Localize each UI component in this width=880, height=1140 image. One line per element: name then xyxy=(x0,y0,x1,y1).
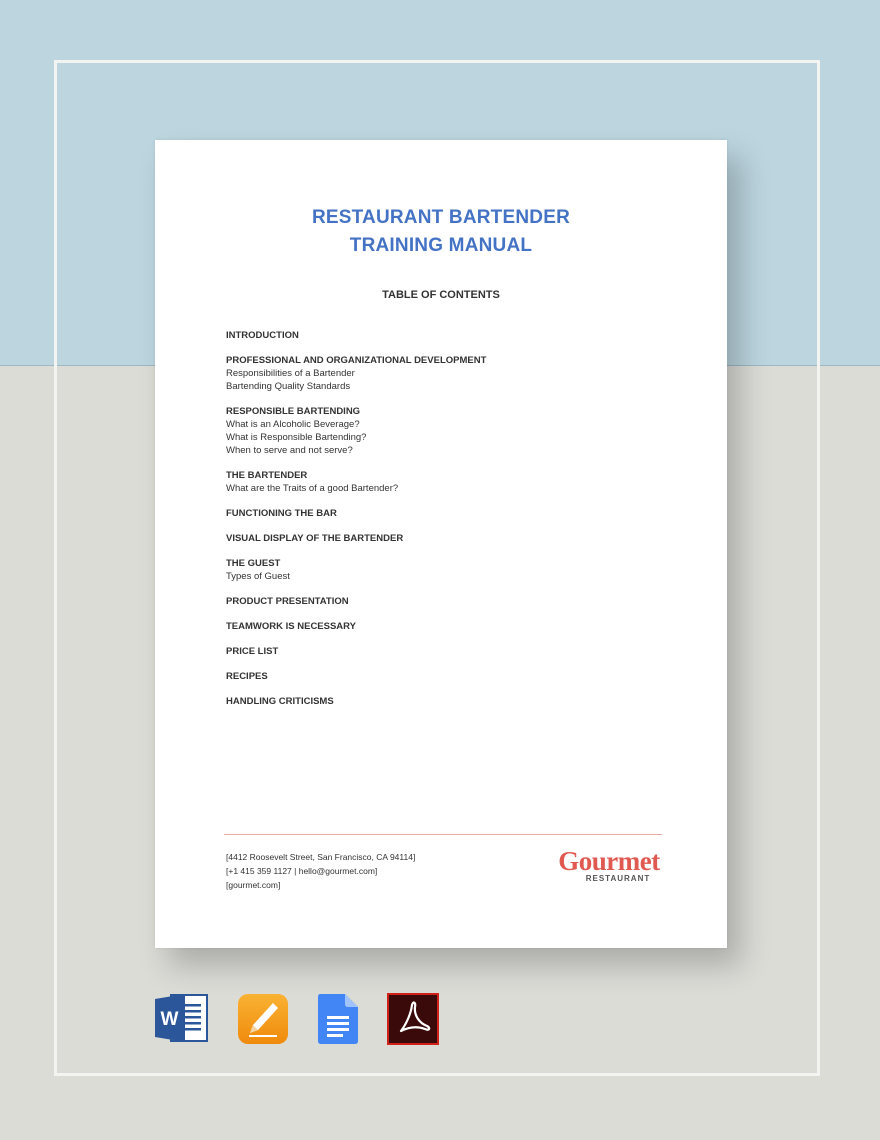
toc-section-heading: TEAMWORK IS NECESSARY xyxy=(226,621,357,632)
toc-section-heading: INTRODUCTION xyxy=(226,330,299,341)
toc-section xyxy=(226,620,646,633)
toc-section-heading: RECIPES xyxy=(226,671,268,682)
toc-section-heading: THE GUEST xyxy=(226,558,281,569)
footer-divider xyxy=(224,834,662,835)
footer-address: [4412 Roosevelt Street, San Francisco, CA 94114] xyxy=(226,852,416,862)
title-line-2: TRAINING MANUAL xyxy=(349,235,533,256)
pages-icon[interactable] xyxy=(237,993,289,1045)
toc-section xyxy=(226,532,646,545)
toc-subitem: Responsibilities of a Bartender xyxy=(226,368,355,379)
toc-section xyxy=(226,354,646,393)
logo-tagline: RESTAURANT xyxy=(585,874,651,883)
toc-section xyxy=(226,670,646,683)
footer-contact xyxy=(226,850,415,892)
toc-section-heading: PRICE LIST xyxy=(226,646,279,657)
toc-section xyxy=(226,557,646,583)
toc-section xyxy=(226,405,646,457)
toc-subitem: What is an Alcoholic Beverage? xyxy=(226,419,360,430)
title-line-1: RESTAURANT BARTENDER xyxy=(311,207,571,228)
toc-subitem: What are the Traits of a good Bartender? xyxy=(226,483,399,494)
footer-contact-line: [+1 415 359 1127 | hello@gourmet.com] xyxy=(226,866,378,876)
document-title xyxy=(155,204,727,260)
toc-subitem: Bartending Quality Standards xyxy=(226,381,351,392)
toc-subitem: What is Responsible Bartending? xyxy=(226,432,367,443)
toc-heading: TABLE OF CONTENTS xyxy=(382,289,500,301)
toc-subitem: Types of Guest xyxy=(226,571,290,582)
pdf-icon[interactable] xyxy=(387,993,439,1045)
toc-section-heading: FUNCTIONING THE BAR xyxy=(226,508,337,519)
table-of-contents xyxy=(226,329,646,720)
toc-section-heading: HANDLING CRITICISMS xyxy=(226,696,334,707)
footer-website: [gourmet.com] xyxy=(226,880,281,890)
toc-section xyxy=(226,507,646,520)
toc-section-heading: VISUAL DISPLAY OF THE BARTENDER xyxy=(226,533,404,544)
logo-name: Gourmet xyxy=(558,846,660,876)
word-icon[interactable] xyxy=(155,993,209,1043)
toc-section xyxy=(226,595,646,608)
toc-section xyxy=(226,645,646,658)
toc-subitem: When to serve and not serve? xyxy=(226,445,353,456)
toc-section xyxy=(226,329,646,342)
toc-section xyxy=(226,469,646,495)
gourmet-logo xyxy=(556,847,662,883)
toc-section-heading: RESPONSIBLE BARTENDING xyxy=(226,406,361,417)
google-docs-icon[interactable] xyxy=(317,993,359,1045)
toc-section-heading: THE BARTENDER xyxy=(226,470,308,481)
svg-text:W: W xyxy=(160,1009,179,1030)
document-page xyxy=(155,140,727,948)
toc-section-heading: PRODUCT PRESENTATION xyxy=(226,596,349,607)
toc-section-heading: PROFESSIONAL AND ORGANIZATIONAL DEVELOPMENT xyxy=(226,355,487,366)
toc-section xyxy=(226,695,646,708)
